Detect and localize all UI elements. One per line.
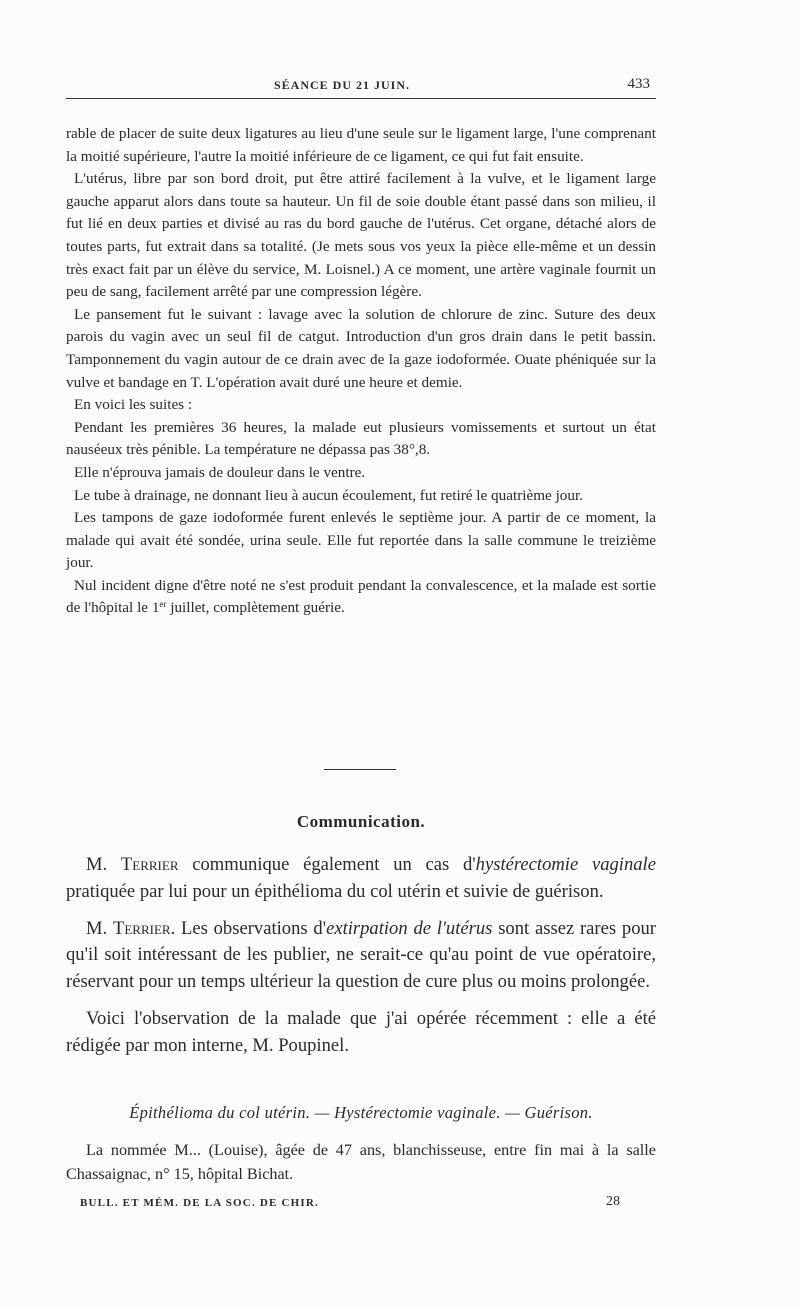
text: Nul incident digne d'être noté ne s'est produit pendant la convalescence, et la malade est sortie de l'hôpital le 1	[66, 576, 656, 617]
observation-body	[66, 1138, 656, 1186]
paragraph: Le pansement fut le suivant : lavage avec la solution de chlorure de zinc. Suture des deux parois du vagin avec un seul fil de catgut. Introduction d'un gros drain dans le petit bassin. Tamponnement du vagin autour de ce drain avec de la gaze iodoformée. Ouate phéniquée sur la vulve et bandage en T. L'opération avait duré une heure et demie.	[66, 305, 656, 391]
paragraph: La nommée M... (Louise), âgée de 47 ans, blanchisseuse, entre fin mai à la salle Chassaignac, n° 15, hôpital Bichat.	[66, 1141, 656, 1183]
emphasis: extirpation de l'utérus	[326, 917, 493, 939]
emphasis: hystérectomie vaginale	[475, 854, 656, 875]
paragraph: Les tampons de gaze iodoformée furent enlevés le septième jour. A partir de ce moment, la malade qui avait été sondée, urina seule. Elle fut reportée dans la salle commune le treizième jour.	[66, 509, 656, 572]
observation-title: Épithélioma du col utérin. — Hystérectomie vaginale. — Guérison.	[129, 1103, 593, 1122]
communication-body	[66, 852, 656, 1070]
section-title: Communication.	[296, 812, 426, 831]
running-title: SÉANCE DU 21 JUIN.	[274, 78, 411, 92]
text: juillet, complètement guérie.	[166, 599, 345, 617]
paragraph: Le tube à drainage, ne donnant lieu à aucun écoulement, fut retiré le quatrième jour.	[74, 486, 583, 504]
paragraph: En voici les suites :	[74, 396, 193, 414]
section-divider	[324, 769, 396, 770]
text: . Les observations d'	[170, 917, 327, 939]
journal-footer: BULL. ET MÉM. DE LA SOC. DE CHIR.	[80, 1197, 319, 1209]
paragraph: Voici l'observation de la malade que j'ai opérée récemment : elle a été rédigée par mon interne, M. Poupinel.	[66, 1007, 656, 1056]
signature-mark: 28	[606, 1194, 620, 1209]
text: M.	[86, 854, 121, 875]
author-name: Terrier	[112, 917, 171, 939]
report-continuation	[66, 123, 656, 620]
paragraph: rable de placer de suite deux ligatures au lieu d'une seule sur le ligament large, l'une comprenant la moitié supérieure, l'autre la moitié inférieure de ce ligament, ce qui fut fait ensuite.	[66, 125, 656, 165]
paragraph: Elle n'éprouva jamais de douleur dans le ventre.	[74, 463, 366, 481]
text: communique également un cas d'	[178, 854, 476, 875]
author-name: Terrier	[120, 854, 179, 875]
paragraph	[66, 852, 656, 906]
text: pratiquée par lui pour un épithélioma du col utérin et suivie de guérison.	[66, 880, 604, 902]
paragraph	[66, 575, 656, 620]
page-header	[66, 76, 656, 99]
text: sont assez rares pour qu'il soit intéressant de les publier, ne serait-ce qu'au point de vue opératoire, réservant pour un temps ultérieur la question de cure plus ou moins prolongée.	[66, 917, 656, 993]
paragraph: Pendant les premières 36 heures, la malade eut plusieurs vomissements et surtout un état nauséeux très pénible. La température ne dépassa pas 38°,8.	[66, 418, 656, 459]
page-number: 433	[627, 76, 650, 92]
text: M.	[86, 917, 113, 939]
superscript: er	[159, 599, 167, 610]
paragraph	[66, 916, 656, 996]
paragraph: L'utérus, libre par son bord droit, put être attiré facilement à la vulve, et le ligament large gauche apparut alors dans toute sa hauteur. Un fil de soie double étant passé dans son milieu, il fut lié en deux parties et divisé au ras du bord gauche de l'utérus. Cet organe, détaché alors de toutes parts, fut extrait dans sa totalité. (Je mets sous vos yeux la pièce elle-même et un dessin très exact fait par un élève du service, M. Loisnel.) A ce moment, une artère vaginale fournit un peu de sang, facilement arrêté par une compression légère.	[66, 170, 656, 301]
